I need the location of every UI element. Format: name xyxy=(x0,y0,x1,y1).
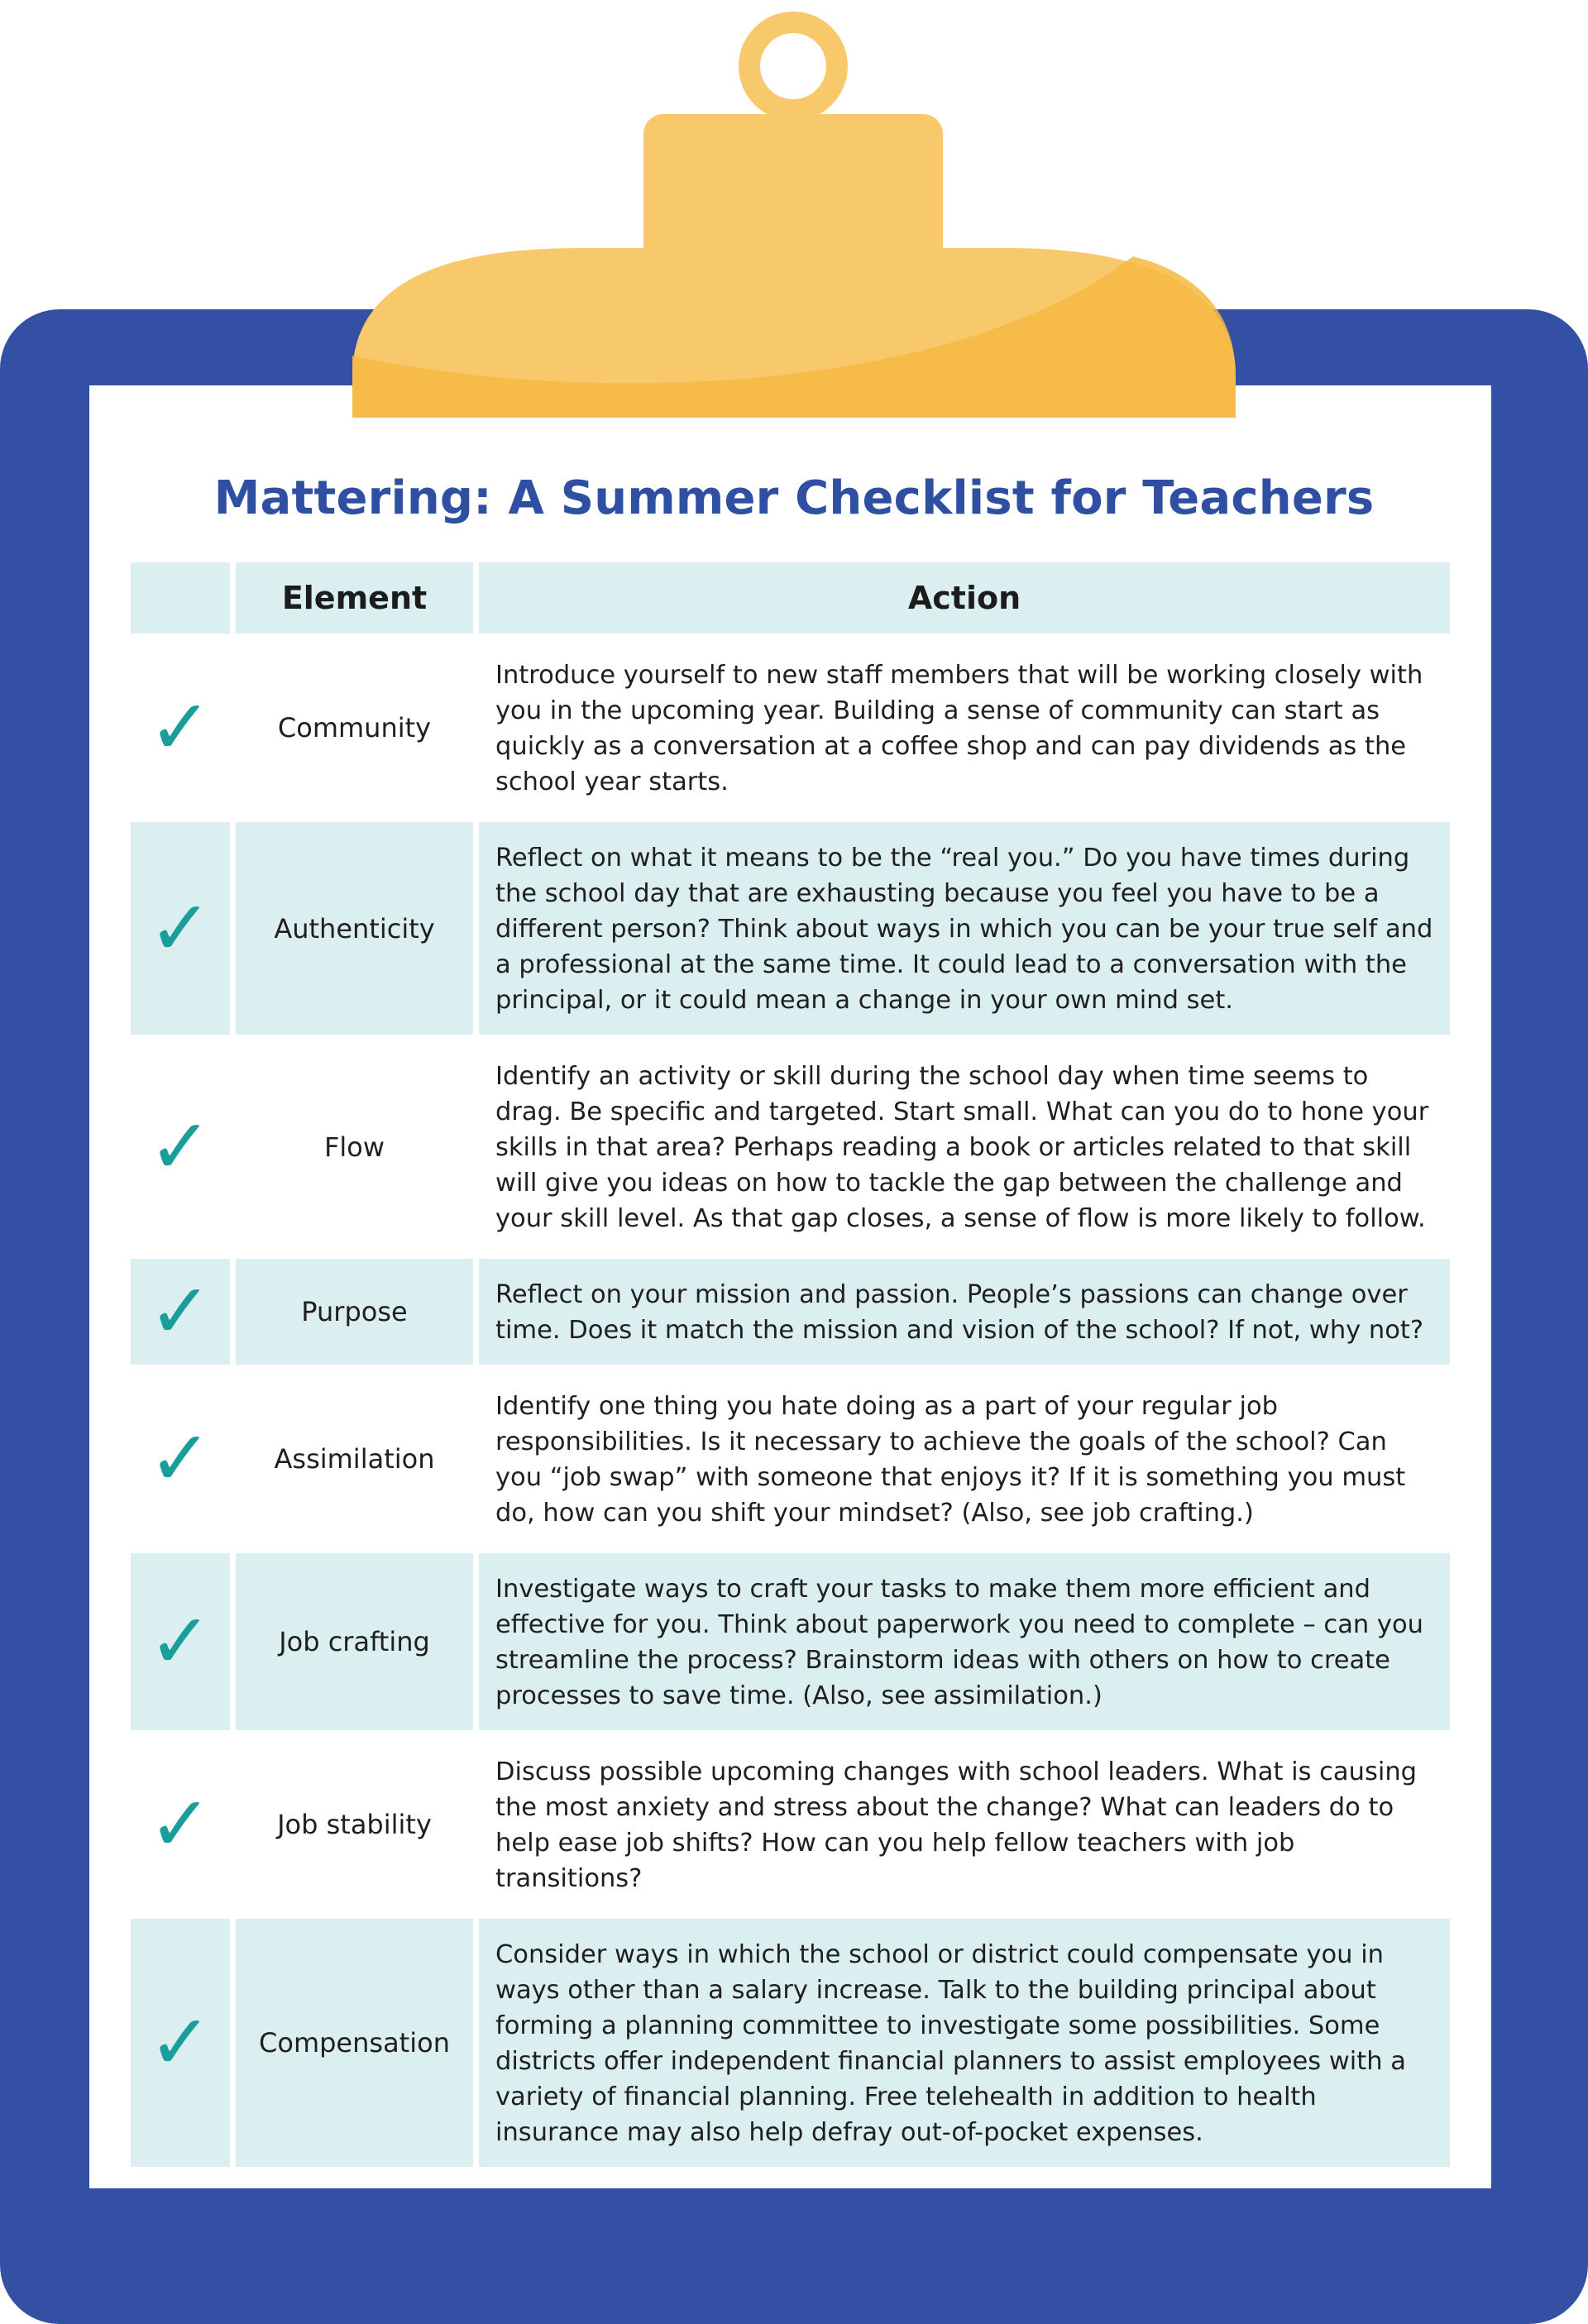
action-text: Identify one thing you hate doing as a part of your regular job responsibilities. Is it necessary to achieve the goals of the school? Can you “job swap” with someone that enjoys it? If it is something you must do, how can you shift your mindset? (Also, see job crafting.) xyxy=(479,1370,1450,1547)
action-text: Reflect on what it means to be the “real you.” Do you have times during the school day that are exhausting because you feel you have to be a different person? Think about ways in which you can be your true self and a professional at the same time. It could lead to a conversation with the principal, or it could mean a change in your own mind set. xyxy=(479,822,1450,1035)
table-header-row xyxy=(131,562,1450,634)
check-cell xyxy=(131,1553,230,1730)
checklist-table xyxy=(125,557,1456,2173)
table-row xyxy=(131,639,1450,816)
check-mark-icon: ✓ xyxy=(148,683,213,772)
action-text: Investigate ways to craft your tasks to make them more efficient and effective for you. Think about paperwork you need to complete – can you streamline the process? Brainstorm ideas with others on how to create processes to save time. (Also, see assimilation.) xyxy=(479,1553,1450,1730)
element-label: Purpose xyxy=(236,1259,473,1365)
check-mark-icon: ✓ xyxy=(148,1102,213,1191)
element-label: Assimilation xyxy=(236,1370,473,1547)
element-label: Authenticity xyxy=(236,822,473,1035)
check-cell xyxy=(131,1736,230,1913)
check-cell xyxy=(131,1259,230,1365)
header-action: Action xyxy=(479,562,1450,634)
table-row xyxy=(131,822,1450,1035)
action-text: Discuss possible upcoming changes with school leaders. What is causing the most anxiety and stress about the change? What can leaders do to help ease job shifts? How can you help fellow teachers with job transitions? xyxy=(479,1736,1450,1913)
element-label: Compensation xyxy=(236,1919,473,2167)
table-row xyxy=(131,1040,1450,1253)
header-check xyxy=(131,562,230,634)
table-row xyxy=(131,1919,1450,2167)
action-text: Reflect on your mission and passion. People’s passions can change over time. Does it match the mission and vision of the school? If not, why not? xyxy=(479,1259,1450,1365)
table-row xyxy=(131,1736,1450,1913)
header-element: Element xyxy=(236,562,473,634)
element-label: Job crafting xyxy=(236,1553,473,1730)
table-row xyxy=(131,1370,1450,1547)
element-label: Flow xyxy=(236,1040,473,1253)
check-mark-icon: ✓ xyxy=(148,1267,213,1356)
check-cell xyxy=(131,639,230,816)
action-text: Identify an activity or skill during the school day when time seems to drag. Be specific and targeted. Start small. What can you do to hone your skills in that area? Perhaps reading a book or articles related to that skill will give you ideas on how to tackle the gap between the challenge and your skill level. As that gap closes, a sense of flow is more likely to follow. xyxy=(479,1040,1450,1253)
check-cell xyxy=(131,1919,230,2167)
clipboard-clip-icon xyxy=(0,0,1588,430)
check-mark-icon: ✓ xyxy=(148,1414,213,1503)
action-text: Introduce yourself to new staff members that will be working closely with you in the upcoming year. Building a sense of community can start as quickly as a conversation at a coffee shop and can pay dividends as the school year starts. xyxy=(479,639,1450,816)
check-mark-icon: ✓ xyxy=(148,1780,213,1868)
check-cell xyxy=(131,822,230,1035)
element-label: Community xyxy=(236,639,473,816)
check-cell xyxy=(131,1040,230,1253)
element-label: Job stability xyxy=(236,1736,473,1913)
table-row xyxy=(131,1553,1450,1730)
check-mark-icon: ✓ xyxy=(148,883,213,973)
page-title: Mattering: A Summer Checklist for Teachers xyxy=(213,471,1375,525)
check-cell xyxy=(131,1370,230,1547)
check-mark-icon: ✓ xyxy=(148,1597,213,1686)
check-mark-icon: ✓ xyxy=(148,1998,213,2087)
action-text: Consider ways in which the school or district could compensate you in ways other than a salary increase. Talk to the building principal about forming a planning committee to investigate some possibilities. Some districts offer independent financial planners to assist employees with a variety of financial planning. Free telehealth in addition to health insurance may also help defray out-of-pocket expenses. xyxy=(479,1919,1450,2167)
table-row xyxy=(131,1259,1450,1365)
